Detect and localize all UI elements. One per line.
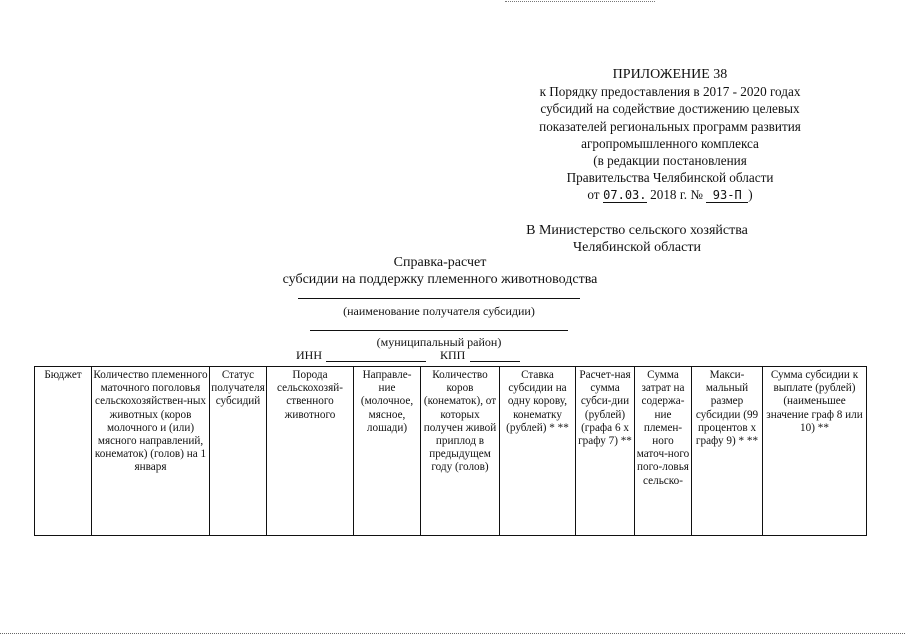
kpp-label: КПП (440, 348, 466, 362)
appendix-line: к Порядку предоставления в 2017 - 2020 годах (539, 84, 801, 100)
column-header: Статус получателя субсидий (210, 367, 267, 536)
appendix-line: показателей региональных программ развития (539, 118, 801, 134)
recipient-name-caption: (наименование получателя субсидии) (343, 304, 535, 318)
appendix-line: агропромышленного комплекса (581, 135, 759, 151)
scan-edge-bottom (0, 633, 905, 634)
date-prefix: от (587, 187, 600, 203)
column-header: Макси-мальный размер субсидии (99 процентов x графу 9) * ** (692, 367, 763, 536)
appendix-line: Правительства Челябинской области (566, 170, 774, 186)
document-title-line1: Справка-расчет (393, 255, 487, 270)
subsidy-table (34, 366, 867, 536)
document-title (200, 254, 680, 288)
handwritten-date: 07.03. (603, 188, 647, 203)
recipient-block (512, 222, 762, 256)
inn-label: ИНН (296, 348, 322, 362)
column-header: Направле-ние (молочное, мясное, лошади) (354, 367, 421, 536)
scan-edge-top (505, 1, 655, 2)
column-header: Порода сельскохозяй-ственного животного (267, 367, 354, 536)
district-line (310, 330, 568, 331)
appendix-date-line (500, 186, 840, 203)
column-header: Количество коров (конематок), от которых получен живой приплод в предыдущем году (голов) (421, 367, 500, 536)
column-header: Сумма затрат на содержа-ние племен-ного маточ-ного пого-ловья сельско- (635, 367, 692, 536)
column-header: Ставка субсидии на одну корову, конематку (рублей) * ** (500, 367, 576, 536)
year-text: 2018 г. № (650, 187, 703, 203)
district-caption: (муниципальный район) (376, 335, 502, 349)
kpp-line (470, 361, 520, 362)
close-paren: ) (748, 187, 753, 203)
column-header: Количество племенного маточного поголовья сельскохозяйствен-ных животных (коров молочного и (или) мясного направлений, конематок) (голов) на 1 января (92, 367, 210, 536)
recipient-line: Челябинской области (573, 240, 701, 255)
column-header: Расчет-ная сумма субси-дии (рублей) (графа 6 x графу 7) ** (576, 367, 635, 536)
column-header: Сумма субсидии к выплате (рублей) (наименьшее значение граф 8 или 10) ** (763, 367, 867, 536)
appendix-title: ПРИЛОЖЕНИЕ 38 (612, 67, 728, 82)
column-header: Бюджет (35, 367, 92, 536)
recipient-name-line (298, 298, 580, 299)
appendix-line: субсидий на содействие достижению целевых (540, 101, 800, 117)
appendix-header (500, 66, 840, 204)
appendix-line: (в редакции постановления (593, 153, 747, 169)
handwritten-number: 93-П (706, 189, 748, 203)
document-title-line2: субсидии на поддержку племенного животноводства (282, 272, 598, 287)
inn-line (326, 361, 426, 362)
recipient-line: В Министерство сельского хозяйства (526, 223, 748, 238)
